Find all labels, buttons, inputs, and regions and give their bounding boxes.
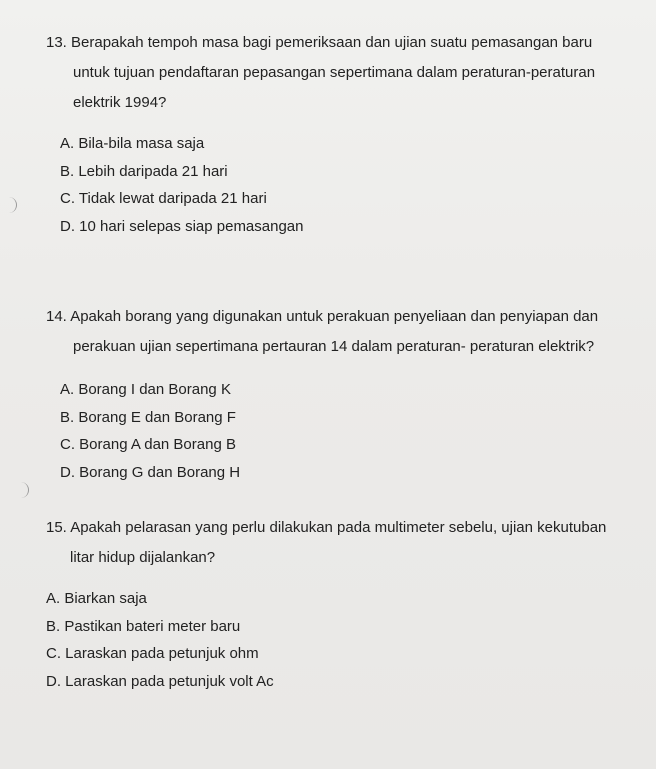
question-text-line: 15. Apakah pelarasan yang perlu dilakukan pada multimeter sebelu, ujian kekutuban xyxy=(46,519,607,536)
option-a: A. Borang I dan Borang K xyxy=(60,381,231,398)
question-14 xyxy=(46,302,598,486)
option-a: A. Bila-bila masa saja xyxy=(60,135,205,152)
option-d: D. Borang G dan Borang H xyxy=(60,463,241,481)
question-text-line: litar hidup dijalankan? xyxy=(70,549,216,566)
option-a: A. Biarkan saja xyxy=(46,590,147,607)
question-text-line: untuk tujuan pendaftaran pepasangan sepertimana dalam peraturan-peraturan xyxy=(73,64,596,81)
pen-mark xyxy=(6,197,17,213)
question-text-line: 14. Apakah borang yang digunakan untuk perakuan penyeliaan dan penyiapan dan xyxy=(46,308,599,325)
option-b: B. Pastikan bateri meter baru xyxy=(46,617,241,635)
option-d: D. Laraskan pada petunjuk volt Ac xyxy=(46,672,274,690)
answer-options xyxy=(46,376,598,486)
option-c: C. Borang A dan Borang B xyxy=(60,436,236,453)
question-text-line: 13. Berapakah tempoh masa bagi pemeriksaan dan ujian suatu pemasangan baru xyxy=(46,34,593,51)
question-13 xyxy=(46,28,595,240)
option-c: C. Laraskan pada petunjuk ohm xyxy=(46,645,259,662)
option-b: B. Borang E dan Borang F xyxy=(60,408,236,426)
question-15 xyxy=(46,513,606,695)
question-text-line: elektrik 1994? xyxy=(73,94,167,111)
answer-options xyxy=(46,585,606,695)
option-d: D. 10 hari selepas siap pemasangan xyxy=(60,217,304,235)
option-c: C. Tidak lewat daripada 21 hari xyxy=(60,190,267,207)
pen-mark xyxy=(18,482,29,498)
answer-options xyxy=(46,130,595,240)
option-b: B. Lebih daripada 21 hari xyxy=(60,162,228,180)
question-text-line: perakuan ujian sepertimana pertauran 14 dalam peraturan- peraturan elektrik? xyxy=(73,338,595,355)
